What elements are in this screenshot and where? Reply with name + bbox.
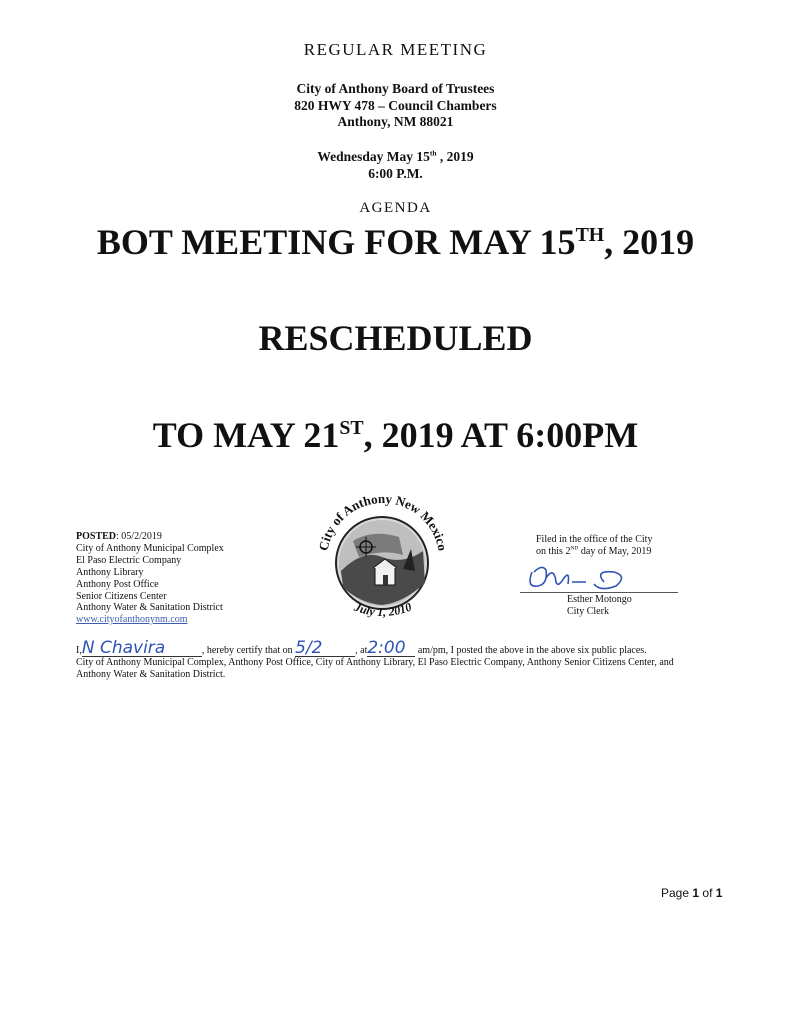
posted-location: Anthony Water & Sanitation District: [76, 602, 223, 614]
posted-location: Anthony Post Office: [76, 578, 159, 590]
certification-places-end: Anthony Water & Sanitation District.: [76, 669, 226, 680]
clerk-signature: [524, 562, 634, 594]
posted-location: Anthony Library: [76, 566, 144, 578]
posted-location: El Paso Electric Company: [76, 554, 182, 566]
filed-notice: [536, 534, 652, 558]
agenda-heading: AGENDA: [359, 200, 432, 216]
meeting-type-title: REGULAR MEETING: [303, 40, 488, 59]
clerk-title: City Clerk: [567, 606, 609, 617]
meeting-time: 6:00 P.M.: [368, 165, 423, 181]
handwritten-time: 2:00: [367, 638, 406, 658]
seal-text-bottom: July 1, 2010: [352, 599, 414, 620]
notice-line-new-date: TO MAY 21ST, 2019 AT 6:00PM: [152, 415, 639, 455]
page-number: Page 1 of 1: [661, 886, 723, 900]
posted-date: POSTED: 05/2/2019: [76, 531, 162, 542]
meeting-datetime: [0, 149, 791, 182]
meeting-date: Wednesday May 15th , 2019: [317, 148, 474, 164]
clerk-block: [567, 594, 632, 618]
handwritten-name: N Chavira: [81, 638, 166, 658]
organization-block: [0, 81, 791, 131]
certification-statement: [76, 638, 716, 681]
org-city: Anthony, NM 88021: [337, 114, 454, 129]
city-seal: [303, 479, 461, 631]
clerk-name: Esther Motongo: [567, 594, 632, 605]
signature-line: [520, 592, 678, 593]
seal-text-top: City of Anthony New Mexico: [315, 490, 451, 553]
org-name: City of Anthony Board of Trustees: [296, 81, 495, 96]
posted-locations: [76, 531, 224, 626]
posted-location: Senior Citizens Center: [76, 590, 167, 602]
org-address: 820 HWY 478 – Council Chambers: [294, 97, 497, 113]
website-link[interactable]: www.cityofanthonynm.com: [76, 614, 188, 626]
notice-line-meeting: BOT MEETING FOR MAY 15TH, 2019: [96, 222, 695, 262]
filed-line: Filed in the office of the City: [536, 534, 653, 545]
handwritten-date: 5/2: [295, 638, 323, 658]
certification-line: I,N Chavira , hereby certify that on 5/2 , at2:00 am/pm, I posted the above in the above six public places.: [76, 638, 647, 658]
notice-line-rescheduled: RESCHEDULED: [258, 318, 533, 358]
certification-places: City of Anthony Municipal Complex, Anthony Post Office, City of Anthony Library, El Paso Electric Company, Anthony Senior Citizens Center, and: [76, 657, 674, 668]
posted-location: City of Anthony Municipal Complex: [76, 542, 224, 554]
filed-date: on this 2ND day of May, 2019: [536, 545, 652, 557]
